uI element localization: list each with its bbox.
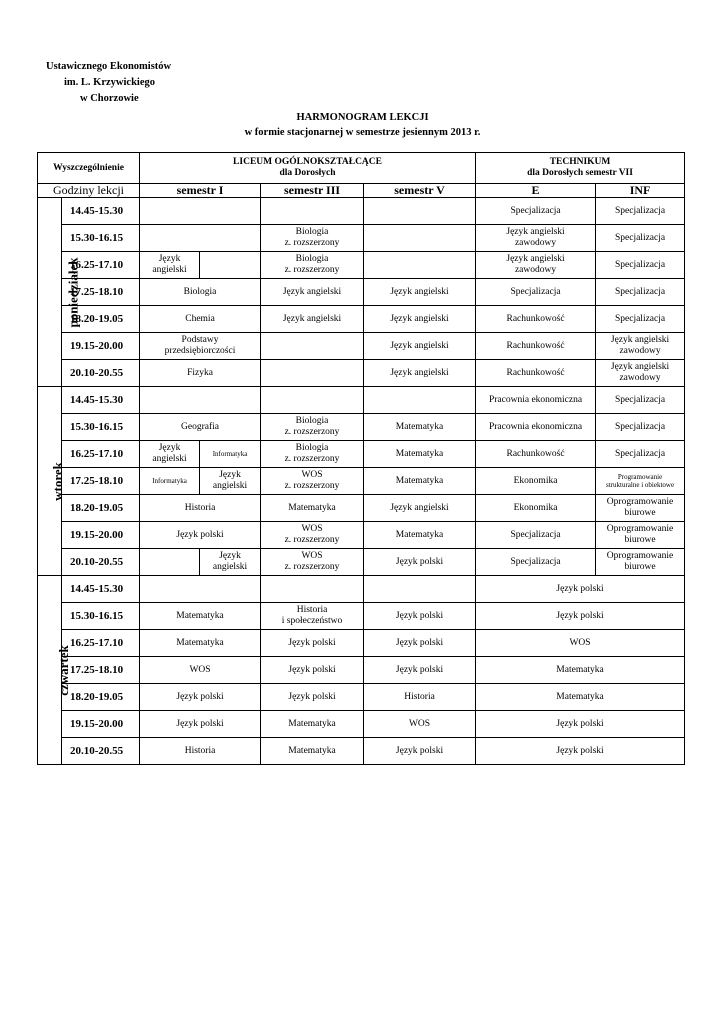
cell: Matematyka: [140, 603, 261, 630]
cell: Język angielski: [364, 279, 476, 306]
table-row: [38, 684, 685, 711]
cell: Specjalizacja: [476, 279, 596, 306]
cell: Geografia: [140, 414, 261, 441]
cell: Specjalizacja: [596, 252, 685, 279]
cell: Specjalizacja: [596, 306, 685, 333]
cell: WOS z. rozszerzony: [261, 522, 364, 549]
cell-empty: [200, 252, 261, 279]
cell-empty: [261, 576, 364, 603]
cell: Informatyka: [140, 468, 200, 495]
cell: Historia: [364, 684, 476, 711]
e-header: E: [476, 184, 596, 198]
time-cell: 19.15-20.00: [62, 711, 140, 738]
title-line1: HARMONOGRAM LEKCJI: [296, 112, 429, 123]
cell: Specjalizacja: [476, 198, 596, 225]
time-cell: 17.25-18.10: [62, 279, 140, 306]
cell-empty: [261, 333, 364, 360]
schedule-table: [37, 152, 685, 765]
cell: Rachunkowość: [476, 360, 596, 387]
cell: Historia: [140, 738, 261, 765]
cell: Matematyka: [364, 414, 476, 441]
cell: Język angielski zawodowy: [476, 252, 596, 279]
cell: Matematyka: [140, 630, 261, 657]
cell: Oprogramowanie biurowe: [596, 549, 685, 576]
cell: Historia i społeczeństwo: [261, 603, 364, 630]
cell-empty: [140, 198, 261, 225]
cell: WOS: [140, 657, 261, 684]
cell: Język angielski zawodowy: [596, 333, 685, 360]
cell: Biologia z. rozszerzony: [261, 225, 364, 252]
school-name-line2: im. L. Krzywickiego: [64, 77, 155, 88]
cell: Język angielski: [261, 279, 364, 306]
technikum-subtitle: dla Dorosłych semestr VII: [527, 168, 633, 178]
wyszczegolnienie-header: Wyszczególnienie: [38, 153, 140, 184]
cell: Matematyka: [476, 657, 685, 684]
cell-empty: [140, 225, 261, 252]
cell: Chemia: [140, 306, 261, 333]
day-label-wtorek: wtorek: [38, 387, 62, 576]
cell: Język angielski: [200, 549, 261, 576]
table-row: [38, 441, 685, 468]
table-row: [38, 279, 685, 306]
cell: Język polski: [261, 630, 364, 657]
table-row: [38, 522, 685, 549]
time-cell: 20.10-20.55: [62, 738, 140, 765]
table-row: [38, 414, 685, 441]
cell: Oprogramowanie biurowe: [596, 495, 685, 522]
godziny-header: Godziny lekcji: [38, 184, 140, 198]
time-cell: 20.10-20.55: [62, 360, 140, 387]
cell: Język angielski: [364, 495, 476, 522]
header-row-1: [38, 153, 685, 184]
technikum-title: TECHNIKUM: [549, 157, 611, 167]
time-cell: 18.20-19.05: [62, 684, 140, 711]
cell-empty: [261, 198, 364, 225]
time-cell: 19.15-20.00: [62, 522, 140, 549]
cell-empty: [140, 576, 261, 603]
time-cell: 14.45-15.30: [62, 387, 140, 414]
cell: Język polski: [364, 738, 476, 765]
cell: Język polski: [476, 576, 685, 603]
cell-empty: [364, 387, 476, 414]
time-cell: 19.15-20.00: [62, 333, 140, 360]
cell: Język polski: [476, 603, 685, 630]
cell: Biologia z. rozszerzony: [261, 441, 364, 468]
cell-empty: [261, 387, 364, 414]
cell: Specjalizacja: [596, 414, 685, 441]
table-row: [38, 387, 685, 414]
day-label-czwartek: czwartek: [38, 576, 62, 765]
table-row: [38, 333, 685, 360]
cell: Specjalizacja: [596, 225, 685, 252]
cell: Rachunkowość: [476, 333, 596, 360]
table-row: [38, 603, 685, 630]
time-cell: 14.45-15.30: [62, 576, 140, 603]
cell: Język polski: [140, 522, 261, 549]
cell: Pracownia ekonomiczna: [476, 387, 596, 414]
liceum-title: LICEUM OGÓLNOKSZTAŁCĄCE: [233, 157, 382, 167]
time-cell: 14.45-15.30: [62, 198, 140, 225]
cell: Język angielski: [140, 441, 200, 468]
cell: Język angielski zawodowy: [476, 225, 596, 252]
cell: Język angielski: [140, 252, 200, 279]
table-row: [38, 360, 685, 387]
time-cell: 17.25-18.10: [62, 468, 140, 495]
cell-empty: [364, 576, 476, 603]
time-cell: 16.25-17.10: [62, 630, 140, 657]
table-row: [38, 657, 685, 684]
time-cell: 20.10-20.55: [62, 549, 140, 576]
cell: WOS z. rozszerzony: [261, 549, 364, 576]
cell: Biologia: [140, 279, 261, 306]
time-cell: 15.30-16.15: [62, 225, 140, 252]
cell: Język polski: [364, 657, 476, 684]
cell: Język angielski: [364, 333, 476, 360]
cell: Ekonomika: [476, 468, 596, 495]
cell: Język polski: [476, 711, 685, 738]
cell: Specjalizacja: [596, 441, 685, 468]
table-row: [38, 252, 685, 279]
school-name-line1: Ustawicznego Ekonomistów: [46, 61, 172, 72]
cell: Informatyka: [200, 441, 261, 468]
time-cell: 17.25-18.10: [62, 657, 140, 684]
school-name-line3: w Chorzowie: [80, 93, 139, 104]
cell-empty: [364, 225, 476, 252]
cell-empty: [140, 549, 200, 576]
cell: Język polski: [261, 684, 364, 711]
cell: WOS: [364, 711, 476, 738]
technikum-header: [476, 153, 685, 184]
liceum-header: [140, 153, 476, 184]
cell: Matematyka: [261, 711, 364, 738]
table-row: [38, 468, 685, 495]
cell-empty: [364, 198, 476, 225]
cell: Język polski: [364, 630, 476, 657]
cell: Matematyka: [476, 684, 685, 711]
cell: Specjalizacja: [596, 387, 685, 414]
cell: Język angielski: [364, 306, 476, 333]
cell: Rachunkowość: [476, 441, 596, 468]
table-row: [38, 225, 685, 252]
header-row-2: [38, 184, 685, 198]
cell: Pracownia ekonomiczna: [476, 414, 596, 441]
cell: Matematyka: [364, 468, 476, 495]
cell: Matematyka: [261, 738, 364, 765]
time-cell: 18.20-19.05: [62, 306, 140, 333]
cell: Programowanie strukturalne i obiektowe: [596, 468, 685, 495]
cell: Język polski: [140, 684, 261, 711]
time-cell: 16.25-17.10: [62, 252, 140, 279]
time-cell: 15.30-16.15: [62, 603, 140, 630]
table-row: [38, 549, 685, 576]
table-row: [38, 630, 685, 657]
cell: Specjalizacja: [596, 279, 685, 306]
cell: Język angielski: [364, 360, 476, 387]
cell-empty: [140, 387, 261, 414]
time-cell: 15.30-16.15: [62, 414, 140, 441]
cell: Matematyka: [364, 441, 476, 468]
document-title: [0, 110, 725, 140]
day-label-poniedzialek: poniedziałek: [38, 198, 62, 387]
sem5-header: semestr V: [364, 184, 476, 198]
cell: Język angielski zawodowy: [596, 360, 685, 387]
cell: WOS z. rozszerzony: [261, 468, 364, 495]
sem3-header: semestr III: [261, 184, 364, 198]
time-cell: 16.25-17.10: [62, 441, 140, 468]
cell-empty: [364, 252, 476, 279]
cell: Biologia z. rozszerzony: [261, 414, 364, 441]
table-row: [38, 576, 685, 603]
cell: WOS: [476, 630, 685, 657]
inf-header: INF: [596, 184, 685, 198]
cell: Ekonomika: [476, 495, 596, 522]
sem1-header: semestr I: [140, 184, 261, 198]
cell: Język angielski: [200, 468, 261, 495]
cell: Język polski: [364, 603, 476, 630]
cell: Matematyka: [261, 495, 364, 522]
cell: Fizyka: [140, 360, 261, 387]
cell: Język polski: [140, 711, 261, 738]
cell-empty: [261, 360, 364, 387]
cell: Specjalizacja: [476, 549, 596, 576]
table-row: [38, 198, 685, 225]
cell: Specjalizacja: [596, 198, 685, 225]
cell: Matematyka: [364, 522, 476, 549]
school-header: [46, 59, 171, 107]
cell: Historia: [140, 495, 261, 522]
cell: Rachunkowość: [476, 306, 596, 333]
cell: Biologia z. rozszerzony: [261, 252, 364, 279]
cell: Język polski: [261, 657, 364, 684]
time-cell: 18.20-19.05: [62, 495, 140, 522]
cell: Język angielski: [261, 306, 364, 333]
cell: Oprogramowanie biurowe: [596, 522, 685, 549]
cell: Podstawy przedsiębiorczości: [140, 333, 261, 360]
title-line2: w formie stacjonarnej w semestrze jesiennym 2013 r.: [244, 127, 481, 138]
liceum-subtitle: dla Dorosłych: [279, 168, 336, 178]
table-row: [38, 306, 685, 333]
cell: Specjalizacja: [476, 522, 596, 549]
cell: Język polski: [476, 738, 685, 765]
table-row: [38, 738, 685, 765]
cell: Język polski: [364, 549, 476, 576]
table-row: [38, 711, 685, 738]
table-row: [38, 495, 685, 522]
